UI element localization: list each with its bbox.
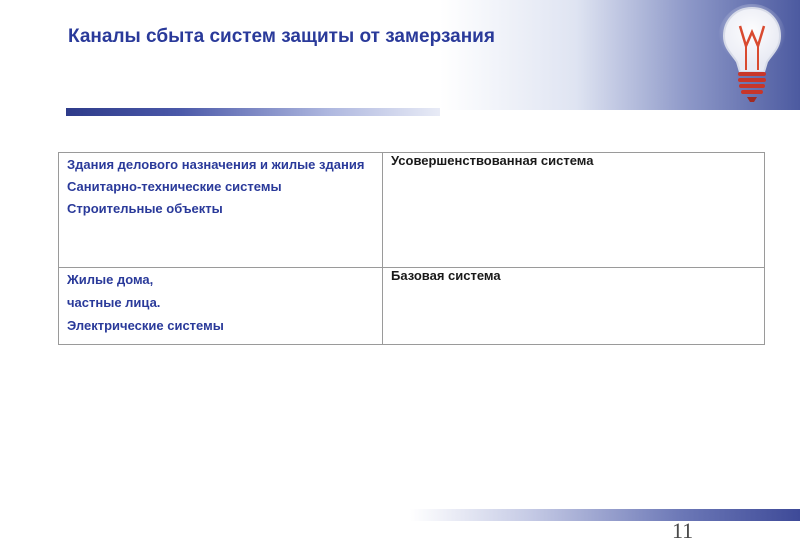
system-label: Базовая система — [391, 268, 501, 283]
slide-title: Каналы сбыта систем защиты от замерзания — [68, 26, 495, 47]
channel-line: частные лица. — [67, 295, 161, 310]
table-row — [59, 153, 765, 268]
title-underline — [66, 108, 440, 116]
channel-cell — [59, 268, 383, 345]
header-gradient — [0, 0, 800, 110]
footer-band — [410, 509, 800, 521]
channel-line: Жилые дома, — [67, 272, 154, 287]
channel-line: Санитарно-технические системы — [67, 179, 282, 194]
channel-cell — [59, 153, 383, 268]
channel-line: Электрические системы — [67, 318, 224, 333]
channel-line: Здания делового назначения и жилые здания — [67, 157, 365, 172]
system-label: Усовершенствованная система — [391, 153, 594, 168]
table-row — [59, 268, 765, 345]
sales-channels-table — [58, 152, 765, 345]
system-cell — [383, 153, 765, 268]
channel-line: Строительные объекты — [67, 201, 223, 216]
page-number: 11 — [672, 518, 694, 543]
lightbulb-icon — [712, 2, 792, 106]
system-cell — [383, 268, 765, 345]
